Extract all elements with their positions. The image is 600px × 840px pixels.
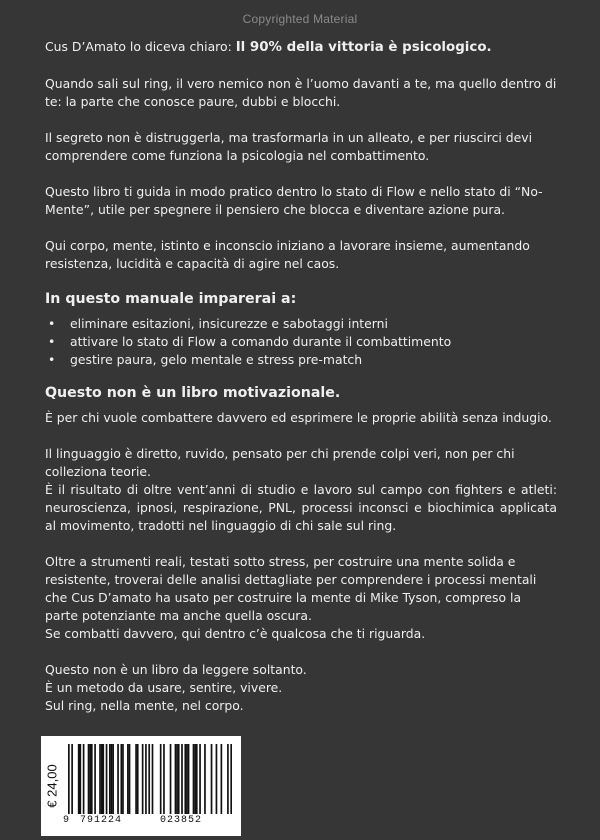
closing-line-3: Sul ring, nella mente, nel corpo. — [45, 698, 244, 713]
paragraph-tools: Oltre a strumenti reali, testati sotto stress, per costruire una mente solida e resistente, troverai delle analisi dettagliate per comprendere i processi mentali che Cus D’amato ha usato per costruire la mente di Mike Tyson, compreso la parte potenziante ma anche quella oscura. — [45, 554, 537, 623]
barcode-bar — [221, 744, 223, 814]
barcode-bar — [112, 744, 114, 814]
list-item — [45, 351, 557, 369]
barcode-bar — [91, 744, 93, 814]
barcode-bar — [152, 744, 154, 814]
price-label — [41, 736, 63, 836]
intro-lead-plain: Cus D’Amato lo diceva chiaro: — [45, 39, 236, 54]
list-item-text: gestire paura, gelo mentale e stress pre-match — [70, 352, 363, 367]
barcode-bar — [184, 744, 186, 814]
bullet-icon: • — [48, 334, 56, 349]
barcode-bar — [117, 744, 119, 814]
barcode-bar — [142, 744, 144, 814]
barcode-bar — [120, 744, 122, 814]
barcode-bar — [211, 744, 213, 814]
barcode-label — [41, 736, 241, 836]
closing-line-1: Questo non è un libro da leggere soltanto. — [45, 662, 307, 677]
list-item — [45, 315, 557, 333]
bullet-icon: • — [48, 352, 56, 367]
barcode-bar — [102, 744, 104, 814]
back-cover-text — [45, 38, 557, 715]
barcode-bar — [145, 744, 147, 814]
barcode-bar — [186, 744, 188, 814]
barcode-bar — [204, 744, 206, 814]
barcode-bar — [175, 744, 177, 814]
intro-lead — [45, 38, 557, 57]
not-motivational-heading: Questo non è un libro motivazionale. — [45, 385, 341, 401]
paragraph-result: È il risultato di oltre vent’anni di studio e lavoro sul campo con fighters e atleti: neuroscienza, ipnosi, respirazione, PNL, processi inconsci e biochimica applicata al movimento, tradotti nel linguaggio di chi sale sul ring. — [45, 482, 557, 533]
barcode-bar — [178, 744, 180, 814]
barcode-bar — [83, 744, 85, 814]
list-item — [45, 333, 557, 351]
paragraph-flow: Questo libro ti guida in modo pratico dentro lo stato di Flow e nello stato di “No-Mente”, utile per spegnere il pensiero che blocca e diventare azione pura. — [45, 184, 543, 217]
paragraph-body-mind: Qui corpo, mente, istinto e inconscio iniziano a lavorare insieme, aumentando resistenza, lucidità e capacità di agire nel caos. — [45, 238, 530, 271]
barcode-bar — [129, 744, 131, 814]
bullet-icon: • — [48, 316, 56, 331]
barcode-bar — [160, 744, 162, 814]
manual-heading: In questo manuale imparerai a: — [45, 291, 297, 307]
barcode-right-digits: 023852 — [160, 815, 203, 826]
barcode-bar — [109, 744, 111, 814]
paragraph-language: Il linguaggio è diretto, ruvido, pensato per chi prende colpi veri, non per chi colleziona teorie. — [45, 446, 515, 479]
barcode-bar — [94, 744, 96, 814]
barcode-bar — [148, 744, 150, 814]
barcode-bar — [188, 744, 190, 814]
barcode-bar — [230, 744, 232, 814]
price-text: € 24,00 — [44, 764, 60, 808]
barcode-bar — [99, 744, 101, 814]
list-item-text: attivare lo stato di Flow a comando durante il combattimento — [70, 334, 452, 349]
barcode — [68, 744, 232, 814]
barcode-bar — [68, 744, 70, 814]
barcode-bar — [194, 744, 196, 814]
barcode-bar — [71, 744, 73, 814]
closing-line-2: È un metodo da usare, sentire, vivere. — [45, 680, 283, 695]
barcode-bar — [78, 744, 80, 814]
barcode-bar — [176, 744, 178, 814]
barcode-bar — [122, 744, 124, 814]
barcode-bar — [88, 744, 90, 814]
barcode-bar — [127, 744, 129, 814]
copyright-watermark: Copyrighted Material — [242, 12, 358, 26]
paragraph-for-who: È per chi vuole combattere davvero ed esprimere le proprie abilità senza indugio. — [45, 410, 552, 425]
barcode-left-digits: 791224 — [80, 815, 123, 826]
barcode-bar — [170, 744, 172, 814]
barcode-bar — [227, 744, 229, 814]
barcode-lead-digit: 9 — [63, 815, 70, 826]
paragraph-if-you-fight: Se combatti davvero, qui dentro c’è qualcosa che ti riguarda. — [45, 626, 426, 641]
barcode-bar — [163, 744, 165, 814]
intro-lead-bold: Il 90% della vittoria è psicologico. — [235, 40, 492, 55]
barcode-bar — [216, 744, 218, 814]
barcode-bar — [196, 744, 198, 814]
barcode-bar — [137, 744, 139, 814]
barcode-bar — [181, 744, 183, 814]
paragraph-enemy: Quando sali sul ring, il vero nemico non è l’uomo davanti a te, ma quello dentro di te: la parte che conosce paure, dubbi e blocchi. — [45, 76, 557, 109]
list-item-text: eliminare esitazioni, insicurezze e sabotaggi interni — [70, 316, 388, 331]
barcode-bar — [135, 744, 137, 814]
barcode-bar — [111, 744, 113, 814]
barcode-bar — [106, 744, 108, 814]
barcode-bar — [193, 744, 195, 814]
barcode-bar — [79, 744, 81, 814]
manual-list — [45, 315, 557, 369]
paragraph-secret: Il segreto non è distruggerla, ma trasformarla in un alleato, e per riuscirci devi comprendere come funziona la psicologia nel combattimento. — [45, 130, 533, 163]
barcode-bar — [89, 744, 91, 814]
barcode-bar — [101, 744, 103, 814]
barcode-bar — [199, 744, 201, 814]
